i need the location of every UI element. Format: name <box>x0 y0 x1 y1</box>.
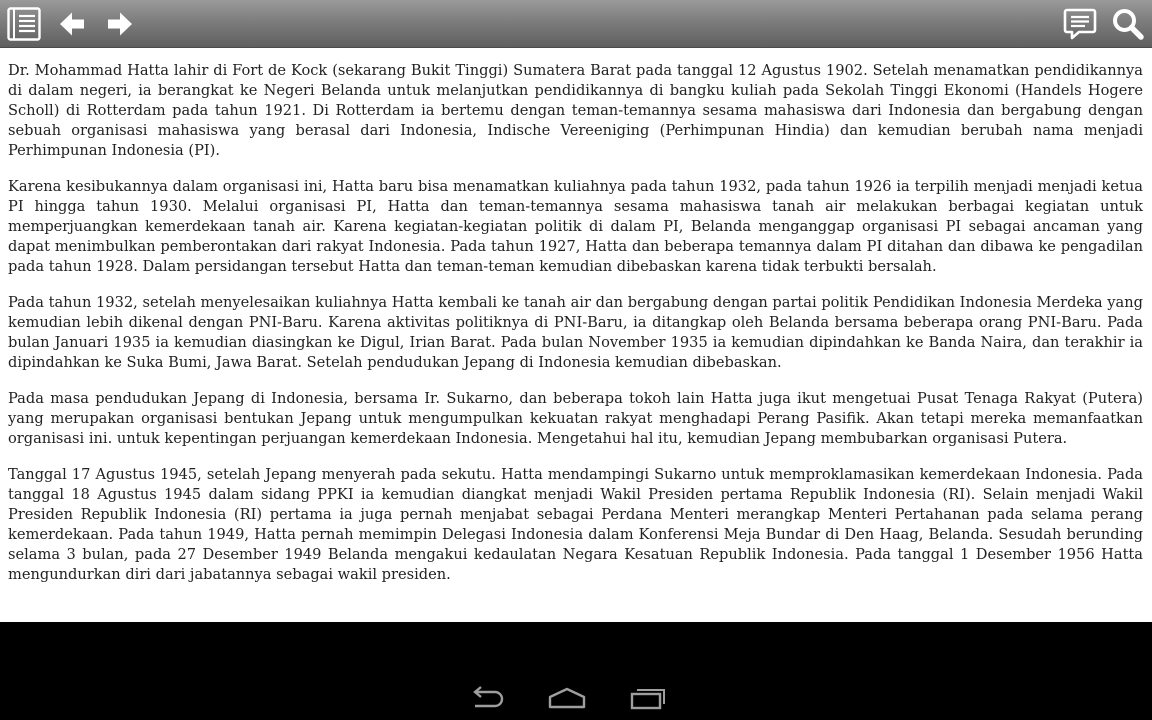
system-home-button[interactable] <box>537 682 597 718</box>
search-button[interactable] <box>1108 4 1148 44</box>
forward-button[interactable] <box>100 4 140 44</box>
system-recents-button[interactable] <box>618 682 678 718</box>
article-paragraph: Pada masa pendudukan Jepang di Indonesia, bersama Ir. Sukarno, dan beberapa tokoh lain Hatta juga ikut mengetuai Pusat Tenaga Rakyat (Putera) yang merupakan organisasi bentukan Jepang untuk mengumpulkan kekuatan rakyat menghadapi Perang Pasifik. Akan tetapi mereka memanfaatkan organisasi ini. untuk kepentingan perjuangan kemerdekaan Indonesia. Mengetahui hal itu, kemudian Jepang membubarkan organisasi Putera. <box>8 390 1143 447</box>
system-back-button[interactable] <box>457 682 517 718</box>
table-of-contents-icon <box>7 7 41 41</box>
top-toolbar <box>0 0 1152 48</box>
system-navigation-bar <box>0 622 1152 720</box>
article-paragraph: Pada tahun 1932, setelah menyelesaikan kuliahnya Hatta kembali ke tanah air dan bergabung dengan partai politik Pendidikan Indonesia Merdeka yang kemudian lebih dikenal dengan PNI-Baru. Karena aktivitas politiknya di PNI-Baru, ia ditangkap oleh Belanda bersama beberapa orang PNI-Baru. Pada bulan Januari 1935 ia kemudian diasingkan ke Digul, Irian Barat. Pada bulan November 1935 ia kemudian dipindahkan ke Banda Naira, dan terakhir ia dipindahkan ke Suka Bumi, Jawa Barat. Setelah pendudukan Jepang di Indonesia kemudian dibebaskan. <box>8 294 1143 371</box>
article-paragraph: Karena kesibukannya dalam organisasi ini, Hatta baru bisa menamatkan kuliahnya pada tahun 1932, pada tahun 1926 ia terpilih menjadi menjadi ketua PI hingga tahun 1930. Melalui organisasi PI, Hatta dan teman-temannya sesama mahasiswa tanah air melakukan berbagai kegiatan untuk memperjuangkan kemerdekaan tanah air. Karena kegiatan-kegiatan politik di dalam PI, Belanda menganggap organisasi PI sebagai ancaman yang dapat menimbulkan pemberontakan dari rakyat Indonesia. Pada tahun 1927, Hatta dan beberapa temannya dalam PI ditahan dan dibawa ke pengadilan pada tahun 1928. Dalam persidangan tersebut Hatta dan teman-teman kemudian dibebaskan karena tidak terbukti bersalah. <box>8 178 1143 275</box>
arrow-left-icon <box>57 9 87 39</box>
article-paragraph: Dr. Mohammad Hatta lahir di Fort de Kock (sekarang Bukit Tinggi) Sumatera Barat pada tanggal 12 Agustus 1902. Setelah menamatkan pendidikannya di dalam negeri, ia berangkat ke Negeri Belanda untuk melanjutkan pendidikannya di bangku kuliah pada Sekolah Tinggi Ekonomi (Handels Hogere Scholl) di Rotterdam pada tahun 1921. Di Rotterdam ia bertemu dengan teman-temannya sesama mahasiswa dari Indonesia dan bergabung dengan sebuah organisasi mahasiswa yang berasal dari Indonesia, Indische Vereeniging (Perhimpunan Hindia) dan kemudian berubah nama menjadi Perhimpunan Indonesia (PI). <box>8 62 1143 159</box>
article-paragraph: Tanggal 17 Agustus 1945, setelah Jepang menyerah pada sekutu. Hatta mendampingi Sukarno untuk memproklamasikan kemerdekaan Indonesia. Pada tanggal 18 Agustus 1945 dalam sidang PPKI ia kemudian diangkat menjadi Wakil Presiden pertama Republik Indonesia (RI). Selain menjadi Wakil Presiden Republik Indonesia (RI) pertama ia juga pernah menjabat sebagai Perdana Menteri merangkap Menteri Pertahanan pada selama perang kemerdekaan. Pada tahun 1949, Hatta pernah memimpin Delegasi Indonesia dalam Konferensi Meja Bundar di Den Haag, Belanda. Sesudah berunding selama 3 bulan, pada 27 Desember 1949 Belanda mengakui kedaulatan Negara Kesatuan Republik Indonesia. Pada tanggal 1 Desember 1956 Hatta mengundurkan diri dari jabatannya sebagai wakil presiden. <box>8 466 1143 583</box>
article-content[interactable] <box>0 48 1152 622</box>
system-home-icon <box>547 686 587 714</box>
chat-bubble-icon <box>1063 7 1097 41</box>
arrow-right-icon <box>105 9 135 39</box>
system-back-icon <box>467 686 507 714</box>
comments-button[interactable] <box>1060 4 1100 44</box>
back-button[interactable] <box>52 4 92 44</box>
system-recents-icon <box>628 686 668 714</box>
magnifier-icon <box>1111 7 1145 41</box>
table-of-contents-button[interactable] <box>4 4 44 44</box>
